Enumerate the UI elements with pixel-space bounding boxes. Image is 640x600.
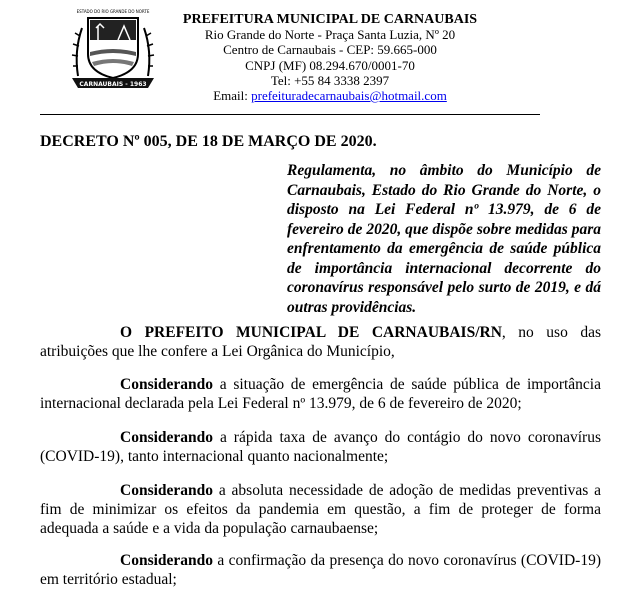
cep-line: Centro de Carnaubais - CEP: 59.665-000: [223, 42, 437, 58]
considerando-label: Considerando: [120, 482, 214, 499]
considerando-text: a rápida taxa de avanço do contágio do novo coronavírus (COVID-19), tanto internacional quanto nacionalmente;: [40, 429, 601, 465]
considerando-paragraph: [40, 375, 601, 413]
email-label: Email:: [213, 88, 252, 104]
prefecture-title: PREFEITURA MUNICIPAL DE CARNAUBAIS: [182, 12, 478, 27]
considerando-text: a absoluta necessidade de adoção de medidas preventivas a fim de minimizar os efeitos da pandemia em questão, a fim de proteger de forma adequada a saúde e a vida da população carnaubaense;: [40, 482, 601, 537]
considerando-paragraph: [40, 481, 601, 538]
header-divider: [40, 114, 540, 115]
decree-ementa: Regulamenta, no âmbito do Município de Carnaubais, Estado do Rio Grande do Norte, o disposto na Lei Federal nº 13.979, de 6 de fevereiro de 2020, que dispõe sobre medidas para enfrentamento da emergência de saúde pública de importância internacional decorrente do coronavírus responsável pelo surto de 2019, e dá outras providências.: [287, 162, 601, 316]
crest-banner-text: CARNAUBAIS - 1963: [79, 81, 147, 88]
email-line: [175, 88, 485, 103]
considerando-text: a situação de emergência de saúde pública de importância internacional declarada pela Lei Federal nº 13.979, de 6 de fevereiro de 2020;: [40, 376, 601, 412]
preamble-bold: O PREFEITO MUNICIPAL DE CARNAUBAIS/RN: [120, 324, 502, 341]
municipal-crest-icon: [68, 6, 158, 92]
preamble-paragraph: [40, 323, 601, 361]
considerando-paragraph: [40, 551, 601, 589]
phone-line: Tel: +55 84 3338 2397: [270, 72, 390, 88]
letterhead: [175, 12, 485, 103]
address-line: Rio Grande do Norte - Praça Santa Luzia, Nº 20: [204, 27, 456, 43]
considerando-label: Considerando: [120, 552, 214, 569]
considerando-label: Considerando: [120, 376, 214, 393]
cnpj-line: CNPJ (MF) 08.294.670/0001-70: [245, 57, 415, 73]
considerando-text: a confirmação da presença do novo coronavírus (COVID-19) em território estadual;: [40, 552, 601, 588]
considerando-label: Considerando: [120, 429, 214, 446]
email-link[interactable]: prefeituradecarnaubais@hotmail.com: [251, 88, 447, 104]
decree-title: DECRETO Nº 005, DE 18 DE MARÇO DE 2020.: [40, 133, 377, 150]
preamble-text: , no uso das atribuições que lhe confere a Lei Orgânica do Município,: [40, 324, 601, 360]
considerando-paragraph: [40, 428, 601, 466]
crest-top-text: ESTADO DO RIO GRANDE DO NORTE: [76, 9, 150, 14]
